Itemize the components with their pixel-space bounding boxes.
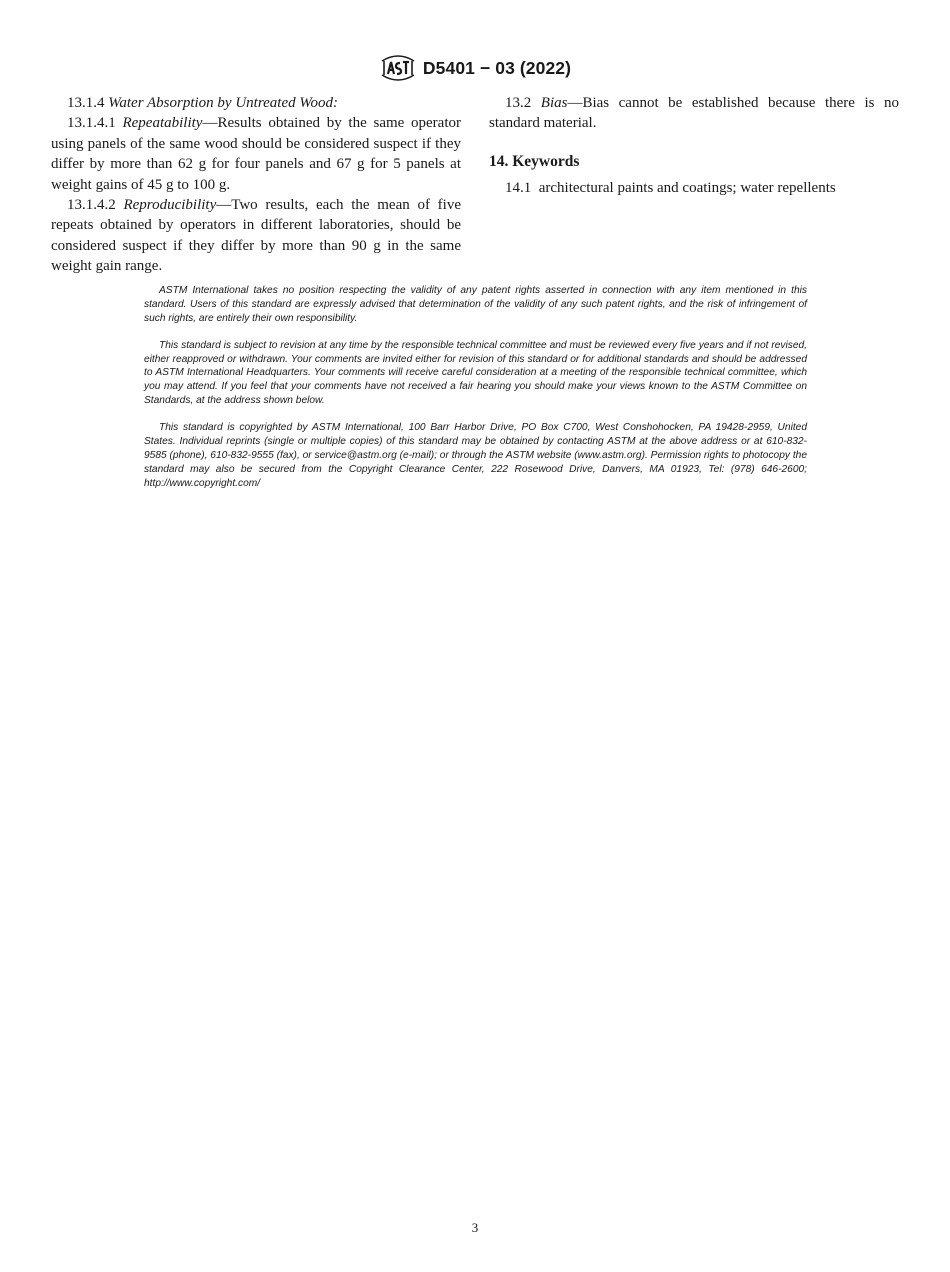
paragraph-13-1-4-2: [51, 195, 461, 277]
paragraph-body: —Bias cannot be established because there is no standard material.: [489, 95, 899, 132]
section-title: Water Absorption by Untreated Wood:: [108, 95, 338, 111]
section-title: Bias: [540, 95, 568, 111]
paragraph-body: —Results obtained by the same operator using panels of the same wood should be considered suspect if they differ by more than 62 g for four panels and 67 g for 5 panels at weight gains of 45 g to 100 g.: [51, 115, 461, 193]
paragraph-13-1-4: [51, 93, 461, 113]
paragraph-body: —Two results, each the mean of five repeats obtained by operators in different laboratories, should be considered suspect if they differ by more than 90 g in the same weight gain range.: [51, 197, 461, 275]
right-column: [489, 93, 899, 199]
copyright-notice: This standard is copyrighted by ASTM International, 100 Barr Harbor Drive, PO Box C700, West Conshohocken, PA 19428-2959, United States. Individual reprints (single or multiple copies) of this standard may be obtained by contacting ASTM at the above address or at 610-832-9585 (phone), 610-832-9555 (fax), or service@astm.org (e-mail); or through the ASTM website (www.astm.org). Permission rights to photocopy the standard may also be secured from the Copyright Clearance Center, 222 Rosewood Drive, Danvers, MA 01923, Tel: (978) 646-2600; http://www.copyright.com/: [144, 422, 807, 489]
paragraph-body: architectural paints and coatings; water repellents: [538, 180, 836, 197]
document-designation: D5401 − 03 (2022): [422, 57, 572, 78]
section-number: 13.1.4: [67, 95, 105, 111]
paragraph-14-1: [489, 178, 899, 198]
section-number: 13.2: [505, 95, 532, 111]
keywords-heading: 14. Keywords: [489, 152, 580, 170]
section-title: Reproducibility: [123, 197, 217, 214]
paragraph-13-2: [489, 93, 899, 134]
astm-notices: [144, 284, 807, 504]
section-number: 13.1.4.1: [67, 115, 116, 132]
page-number: 3: [471, 1220, 479, 1235]
astm-logo-icon: [379, 52, 417, 84]
paragraph-13-1-4-1: [51, 113, 461, 195]
patent-notice: ASTM International takes no position respecting the validity of any patent rights asserted in connection with any item mentioned in this standard. Users of this standard are expressly advised that determination of the validity of any such patent rights, and the risk of infringement of such rights, are entirely their own responsibility.: [144, 285, 807, 324]
revision-notice: This standard is subject to revision at any time by the responsible technical committee and must be reviewed every five years and if not revised, either reapproved or withdrawn. Your comments are invited either for revision of this standard or for additional standards and should be addressed to ASTM International Headquarters. Your comments will receive careful consideration at a meeting of the responsible technical committee, which you may attend. If you feel that your comments have not received a fair hearing you should make your views known to the ASTM Committee on Standards, at the address shown below.: [144, 339, 807, 407]
page-header: [0, 52, 950, 84]
section-number: 13.1.4.2: [67, 197, 116, 214]
section-number: 14.1: [505, 180, 532, 197]
left-column: [51, 93, 461, 277]
section-title: Repeatability: [122, 115, 203, 132]
